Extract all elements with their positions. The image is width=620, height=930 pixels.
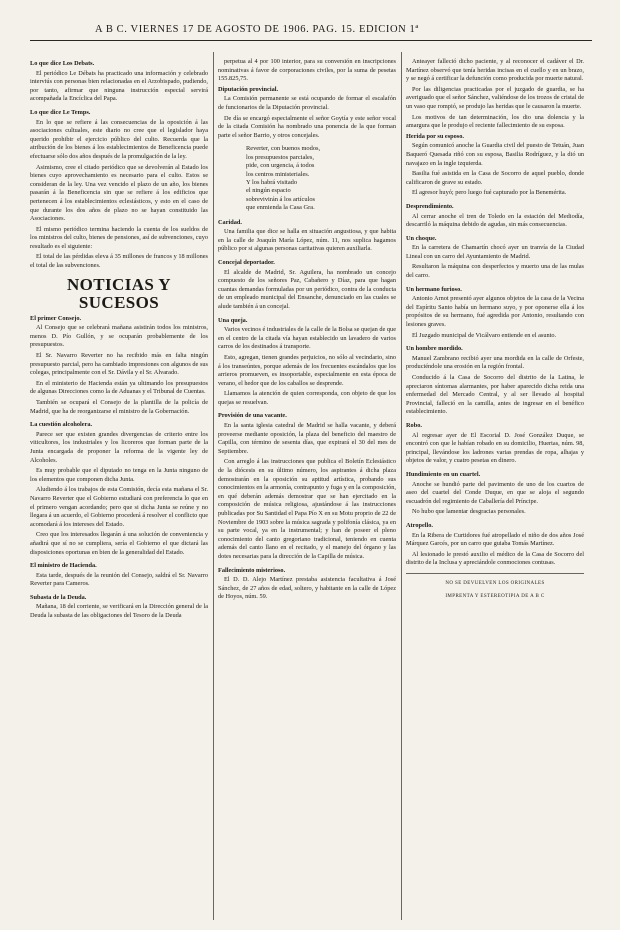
- article-paragraph: El total de las pérdidas eleva á 35 millones de francos y 18 millones el total de las subvenciones.: [30, 253, 208, 270]
- article-paragraph: Resultaron la máquina con desperfectos y muerto una de las mulas del carro.: [406, 263, 584, 280]
- article-paragraph: Asimismo, cree el citado periódico que se devolverán al Estado los bienes cuyo aprovechamiento es necesario para el culto. Estos se consideran de la ley. Una vez vencido el plazo de un año, los bienes pasarán á la Beneficencia sin que se refiere á los edificios que pertenecen á los establecimientos eclesiásticos, y esto en el caso de que durante los dos años de plazo no se hayan constituido las Asociaciones.: [30, 163, 208, 223]
- column-rule-1: [213, 52, 214, 920]
- article-paragraph: La Comisión permanente se está ocupando de formar el escalafón de funcionarios de la Diputación provincial.: [218, 95, 396, 111]
- article: [406, 422, 584, 466]
- imprint-note: NO SE DEVUELVEN LOS ORIGINALES: [445, 580, 545, 586]
- column-2: [218, 58, 396, 918]
- article-paragraph: Aludiendo á los trabajos de esta Comisión, decía esta mañana el Sr. Navarro Reverter que el Gobierno estudiará con preferencia lo que en el primero vengan acordando; pero que si dicha Junta se reúne y no llegara á un acuerdo, el Gobierno procederá á resolver el conflicto que acomodará á los intereses del Estado.: [30, 486, 208, 528]
- article: [406, 203, 584, 230]
- article-paragraph: El alcalde de Madrid, Sr. Aguilera, ha nombrado un concejo compuesto de los señores Paz, Cabañero y Díaz, para que hagan cuantas demandas formuladas por un periódico, contra de la conducta de un empleado municipal del Ensanche, denunciado en las cuales se alude también á un concejal.: [218, 268, 396, 310]
- verse-line: el ningún espacio: [246, 187, 291, 195]
- article-headline: Concejal deportador.: [218, 258, 275, 266]
- article-paragraph: En la Ribera de Curtidores fué atropellado el niño de dos años José Márquez Garcés, por un carro que guiaba Tomás Martínez.: [406, 531, 584, 548]
- article-paragraph: Parece ser que existen grandes divergencias de criterio entre los viticultores, los industriales y los licoreros que forman parte de la Junta encargada de proponer la reforma de la vigente ley de Alcoholes.: [30, 430, 208, 464]
- article-headline: Provisión de una vacante.: [218, 412, 287, 420]
- article-headline: El primer Consejo.: [30, 314, 82, 322]
- article-headline: Herida por su esposo.: [406, 132, 464, 140]
- article-paragraph: Anoche se hundió parte del pavimento de uno de los cuartos de aseo del cuartel del Conde Duque, en que se aloja el segundo escuadrón del regimiento de Caballería del Príncipe.: [406, 480, 584, 505]
- article-headline: Fallecimiento misterioso.: [218, 566, 286, 574]
- article-headline: El ministro de Hacienda.: [30, 562, 97, 570]
- article-paragraph: Por las diligencias practicadas por el juzgado de guardia, se ha averiguado que el señor Sánchez, valiéndose de los trozos de cristal de un vaso que rompió, se produjo las heridas que le causaron la muerte.: [406, 85, 584, 110]
- verse-line: Reverter, con buenos modos,: [246, 145, 321, 153]
- article-paragraph: También se ocupará el Consejo de la plantilla de la policía de Madrid, que ha de reorganizarse el ministro de la Gobernación.: [30, 399, 208, 415]
- column-3: [406, 58, 584, 918]
- article-paragraph: No hubo que lamentar desgracias personales.: [412, 508, 526, 516]
- column-rule-2: [401, 52, 402, 920]
- article-paragraph: Esto, agregan, tienen grandes perjuicios, no sólo al vecindario, sino á los transeúntes, porque además de los frecuentes escándalos que los arrieros promueven, es insoportable, especialmente en esta época de verano, el hedor que de los caballos se desprende.: [218, 353, 396, 387]
- article: [218, 317, 396, 408]
- article: [406, 471, 584, 517]
- article-headline: Atropello.: [406, 521, 433, 529]
- article: [30, 562, 208, 589]
- article-paragraph: Los motivos de tan determinación, los dio una dolencia y la amargura que le produjo el reciente fallecimiento de su esposa.: [406, 113, 584, 130]
- article: [218, 259, 396, 312]
- article-paragraph: Creo que los interesados llegarán á una solución de conveniencia y añadirá que sí no se cumpliera, sería el Gobierno el que dictará las disposiciones oportunas en bien de la generalidad del Estado.: [30, 531, 208, 556]
- article-headline: Lo que dice Los Debats.: [30, 60, 95, 67]
- column-1: [30, 58, 208, 918]
- article: [218, 412, 396, 561]
- article-headline: Lo que dice Le Temps.: [30, 108, 91, 116]
- article-paragraph: perpetua al 4 por 100 interior, para su conversión en inscripciones nominativas á favor de corporaciones civiles, por la suma de pesetas 155.825,75.: [218, 58, 396, 83]
- article-paragraph: El D. D. Alejo Martínez prestaba asistencia facultativa á José Sánchez, de 27 años de edad, soltero, y habitante en la calle de López de Hoyos, núm. 59.: [218, 576, 396, 601]
- article: [218, 86, 396, 141]
- article-headline: Robo.: [406, 421, 422, 429]
- imprint-note: IMPRENTA Y ESTEREOTIPIA DE A B C: [445, 593, 545, 599]
- article-paragraph: Varios vecinos é industriales de la calle de la Bolsa se quejan de que en el centro de la citada vía hayan establecido un lavadero de varios carros de los destinados á transporte.: [218, 326, 396, 351]
- article: [406, 522, 584, 568]
- article: [30, 60, 208, 104]
- article-headline: Un hombre mordido.: [406, 345, 463, 353]
- article-headline: Subasta de la Deuda.: [30, 593, 87, 601]
- article-paragraph: Al regresar ayer de El Escorial D. José González Duque, se encontró con que le habían robado en su domicilio, Huertas, núm. 98, principal, llevándose los ladrones varias prendas de ropa, alhajas y objetos de valor, y cuatro pesetas en dinero.: [406, 431, 584, 465]
- verse-line: sobrevivirán á los artículos: [246, 195, 316, 203]
- article-paragraph: Al lesionado le prestó auxilio el médico de la Casa de Socorro del distrito de la Inclusa y apreciándole conmociones contusas.: [406, 550, 584, 567]
- article-headline: Hundimiento en un cuartel.: [406, 470, 481, 478]
- article-paragraph: En lo que se refiere á las consecuencias de la oposición á las asociaciones cultuales, este diario no cree que el legislador haya querido prohibir el ejercicio público del culto. Recuerda que la atribución de los bienes á los establecimientos de Beneficencia puede efectuarse sólo dos años después de la promulgación de la ley.: [30, 118, 208, 160]
- divider: [406, 573, 584, 574]
- article: [406, 286, 584, 341]
- header-rule: [30, 40, 592, 41]
- article-headline: La cuestión alcoholera.: [30, 421, 93, 429]
- article: [30, 109, 208, 271]
- article-headline: Diputación provincial.: [218, 85, 279, 93]
- article-headline: Un hermano furioso.: [406, 285, 462, 293]
- page-header: [0, 0, 620, 44]
- article: [406, 235, 584, 281]
- article-paragraph: Esta tarde, después de la reunión del Consejo, saldrá el Sr. Navarro Reverter para Cameros.: [30, 571, 208, 588]
- article-paragraph: En la carretera de Chamartín chocó ayer un tranvía de la Ciudad Lineal con un carro del Ayuntamiento de Madrid.: [406, 244, 584, 260]
- article-paragraph: Con arreglo á las instrucciones que publica el Boletín Eclesiástico de la diócesis en su último número, los aspirantes á dicha plaza demostrarán en la oposición su aptitud artística, probando sus conocimientos en la armonía, contrapunto y fuga y en la composición, en qué deberán además demostrar que se han ejercitado en la composición de música religiosa, ajustándose á las instrucciones publicadas por Su Santidad el Papa Pío X en su Motu proprio de 22 de Noviembre de 1903 sobre la música sagrada y polifonía clásica, ya en su parte vocal, ya en la instrumental; y han de poseer el pleno conocimiento del canto gregoriano tradicional, teniendo en cuenta además del canto llano en el recitado, y el manejo del órgano y las dotes necesarias para la dirección de la Capilla de música.: [218, 458, 396, 560]
- article-paragraph: Anteayer falleció dicho paciente, y al reconocer el cadáver el Dr. Martínez observó que tenía heridas incisas en el cuello y en un brazo, y se negó á certificar la defunción como producida por muerte natural.: [406, 58, 584, 83]
- article-paragraph: Es muy probable que el diputado no tenga en la Junta ninguno de los elementos que componen dicha Junta.: [30, 467, 208, 483]
- article-paragraph: El Sr. Navarro Reverter no ha recibido más en falta ningún presupuesto parcial, pero ha cambiado impresiones con algunos de sus colegas, principalmente con el Sr. Dávila y el Sr. Alvarado.: [30, 352, 208, 377]
- article-paragraph: El mismo periódico termina haciendo la cuenta de los sueldos de los ministros del culto, bienes de pensiones, así de subvenciones, cuyo resultado es el siguiente:: [30, 225, 208, 250]
- article-paragraph: Antonio Arnot presentó ayer algunos objetos de la casa de la Vecina del Espíritu Santo había un hermano suyo, y por oponerse ella á los propósitos de su hermano, fué agredida por Antonio, resultando con lesiones graves.: [406, 295, 584, 329]
- article: [218, 219, 396, 254]
- article-paragraph: De día se encargó especialmente el señor Goytía y este señor vocal de la citada Comisión ha nombrado una ponencia de la que forman parte el señor Barrio, y otros concejales.: [218, 114, 396, 139]
- article-paragraph: El periódico Le Débats ha practicado una información y celebrado interviús con personas bien relacionadas en el Arzobispado, pudiendo, por tanto, afirmar que ninguna instrucción especial servirá acompañada la Encíclica del Papa.: [30, 69, 208, 103]
- article-headline: Un choque.: [406, 234, 437, 242]
- article-paragraph: Al cerrar anoche el tren de Toledo en la estación del Mediodía, descarriló la máquina debido de agudas, sin más consecuencias.: [406, 212, 584, 229]
- article: [406, 133, 584, 198]
- article-paragraph: Según comunicó anoche la Guardia civil del puesto de Tetuán, Juan Baqueró Quesada riñó con su esposa, Basilia Rodríguez, y la dió un navajazo en la ingle izquierda.: [406, 142, 584, 167]
- verse-block: [218, 145, 396, 212]
- article-paragraph: En el ministerio de Hacienda están ya ultimando los presupuestos de algunas Direcciones como la de Aduanas y el Tribunal de Cuentas.: [30, 379, 208, 396]
- article-paragraph: Una familia que dice se halla en situación angustiosa, y que habita en la calle de Joaquín María López, núm. 11, nos suplica hagamos público por si algunas personas caritativas quieren auxiliarla.: [218, 228, 396, 253]
- verse-line: Y los habrá visitado: [246, 178, 298, 186]
- article-paragraph: El Juzgado municipal de Vicálvaro entiende en el asunto.: [412, 331, 557, 339]
- verse-line: pide, con urgencia, á todos: [246, 162, 315, 170]
- verse-line: que enmienda la Casa Gra.: [246, 204, 315, 212]
- article-headline: Desprendimiento.: [406, 202, 454, 210]
- article: [406, 345, 584, 417]
- article-paragraph: Conducido á la Casa de Socorro del distrito de la Latina, le apreciaron síntomas alarmantes, por haber aparecido dicha reida una enfermedad del Mercado Central, y al ser llevado al hospital Provincial, falleció en la camilla, antes de ingresar en el benéfico establecimiento.: [406, 374, 584, 416]
- article-headline: Una queja.: [218, 316, 248, 324]
- article-paragraph: El agresor huyó; pero luego fué capturado por la Benemérita.: [412, 189, 567, 197]
- verse-line: los presupuestos parciales,: [246, 153, 314, 161]
- article-paragraph: Al Consejo que se celebrará mañana asistirán todos los ministros, menos D. Pío Gullón, y se ocuparán probablemente de los presupuestos.: [30, 324, 208, 349]
- article-paragraph: En la santa iglesia catedral de Madrid se halla vacante, y deberá proveerse mediante oposición, la plaza del beneficio del maestro de Capilla, con término de sesenta días, que expirará el 30 del mes de Septiembre.: [218, 422, 396, 455]
- article-paragraph: Manuel Zambrano recibió ayer una mordida en la calle de Orfeste, produciéndole una erosión en la región frontal.: [406, 354, 584, 371]
- article: [30, 315, 208, 417]
- section-title: NOTICIAS Y SUCESOS: [67, 274, 171, 312]
- article-paragraph: Basilia fué asistida en la Casa de Socorro de aquel pueblo, donde calificaron de grave su estado.: [406, 170, 584, 186]
- verse-line: los centros ministeriales.: [246, 170, 310, 178]
- article: [30, 594, 208, 621]
- article-paragraph: Mañana, 18 del corriente, se verificará en la Dirección general de la Deuda la subasta de las obligaciones del Tesoro de la Deuda: [30, 603, 208, 620]
- running-head: A B C. VIERNES 17 DE AGOSTO DE 1906. PAG. 15. EDICION 1ª: [95, 24, 419, 35]
- article: [218, 567, 396, 602]
- article-paragraph: Llamamos la atención de quien corresponda, con objeto de que los quejas se resuelvan.: [218, 390, 396, 406]
- article-headline: Caridad.: [218, 218, 242, 226]
- article: [30, 421, 208, 557]
